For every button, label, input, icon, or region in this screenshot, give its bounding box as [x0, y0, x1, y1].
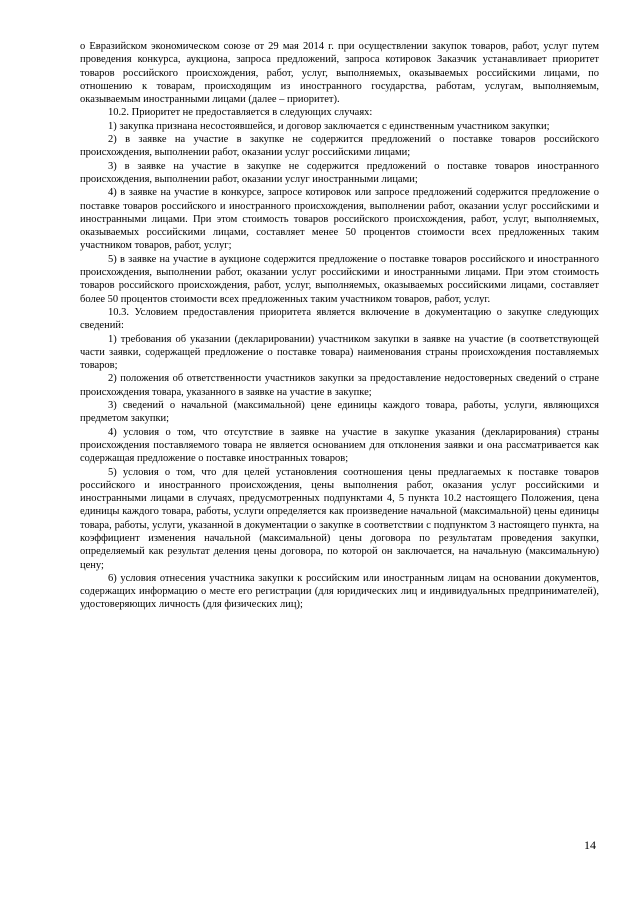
paragraph-10-2-item-2: 2) в заявке на участие в закупке не содержится предложений о поставке товаров российского происхождения, выполнении работ, оказании услуг российскими лицами;	[80, 134, 599, 159]
paragraph-10-3-item-2: 2) положения об ответственности участников закупки за предоставление недостоверных сведений о стране происхождения товара, указанного в заявке на участие в закупке;	[80, 373, 599, 398]
paragraph-10-3-item-3: 3) сведений о начальной (максимальной) цене единицы каждого товара, работы, услуги, являющихся предметом закупки;	[80, 400, 599, 425]
paragraph-10-2-item-4: 4) в заявке на участие в конкурсе, запросе котировок или запросе предложений содержится предложение о поставке товаров российского и иностранного происхождения, выполнении работ, оказании услуг российскими и иностранными лицами. При этом стоимость товаров российского происхождения, работ, услуг, выполняемых, оказываемых российскими лицами, составляет менее 50 процентов стоимости всех предложенных таким участником товаров, работ, услуг;	[80, 187, 599, 252]
paragraph-10-3-item-4: 4) условия о том, что отсутствие в заявке на участие в закупке указания (декларирования) страны происхождения поставляемого товара не является основанием для отклонения заявки и она рассматривается как содержащая предложение о поставке иностранных товаров;	[80, 426, 599, 465]
paragraph-intro-continuation: о Евразийском экономическом союзе от 29 мая 2014 г. при осуществлении закупок товаров, работ, услуг путем проведения конкурса, аукциона, запроса предложений, запроса котировок Заказчик устанавливает приоритет товаров российского происхождения, работ, услуг, выполняемых, оказываемых российскими лицами, по отношению к товарам, происходящим из иностранного государства, работам, услугам, выполняемым, оказываемым иностранными лицами (далее – приоритет).	[80, 41, 599, 106]
paragraph-10-2-item-5: 5) в заявке на участие в аукционе содержится предложение о поставке товаров российского и иностранного происхождения, выполнении работ, оказании услуг российскими и иностранными лицами. При этом стоимость товаров российского происхождения, работ, услуг, выполняемых, оказываемых российскими лицами, составляет более 50 процентов стоимости всех предложенных таким участником товаров, работ, услуг.	[80, 253, 599, 305]
paragraph-10-2-item-1: 1) закупка признана несостоявшейся, и договор заключается с единственным участником закупки;	[108, 120, 550, 132]
page-number: 14	[584, 838, 596, 852]
paragraph-10-2-item-3: 3) в заявке на участие в закупке не содержится предложений о поставке товаров иностранного происхождения, выполнении работ, оказании услуг иностранными лицами;	[80, 160, 599, 185]
paragraph-10-3-item-5: 5) условия о том, что для целей установления соотношения цены предлагаемых к поставке товаров российского и иностранного происхождения, цены выполнения работ, оказания услуг российскими и иностранными лицами в случаях, предусмотренных подпунктами 4, 5 пункта 10.2 настоящего Положения, цена единицы каждого товара, работы, услуги определяется как произведение начальной (максимальной) цены единицы товара, работы, услуги, указанной в документации о закупке в соответствии с подпунктом 3 настоящего пункта, на коэффициент изменения начальной (максимальной) цены договора по результатам проведения закупки, определяемый как результат деления цены договора, по которой он заключается, на начальную (максимальную) цену;	[80, 466, 599, 571]
document-body	[80, 40, 599, 612]
paragraph-10-3-item-1: 1) требования об указании (декларировании) участником закупки в заявке на участие (в соответствующей части заявки, содержащей предложение о поставке товара) наименования страны происхождения поставляемых товаров;	[80, 333, 599, 372]
paragraph-10-3-heading: 10.3. Условием предоставления приоритета является включение в документацию о закупке следующих сведений:	[80, 306, 599, 332]
paragraph-10-3-item-6: 6) условия отнесения участника закупки к российским или иностранным лицам на основании документов, содержащих информацию о месте его регистрации (для юридических лиц и индивидуальных предпринимателей), удостоверяющих личность (для физических лиц);	[80, 572, 599, 611]
paragraph-10-2-heading: 10.2. Приоритет не предоставляется в следующих случаях:	[108, 107, 373, 119]
